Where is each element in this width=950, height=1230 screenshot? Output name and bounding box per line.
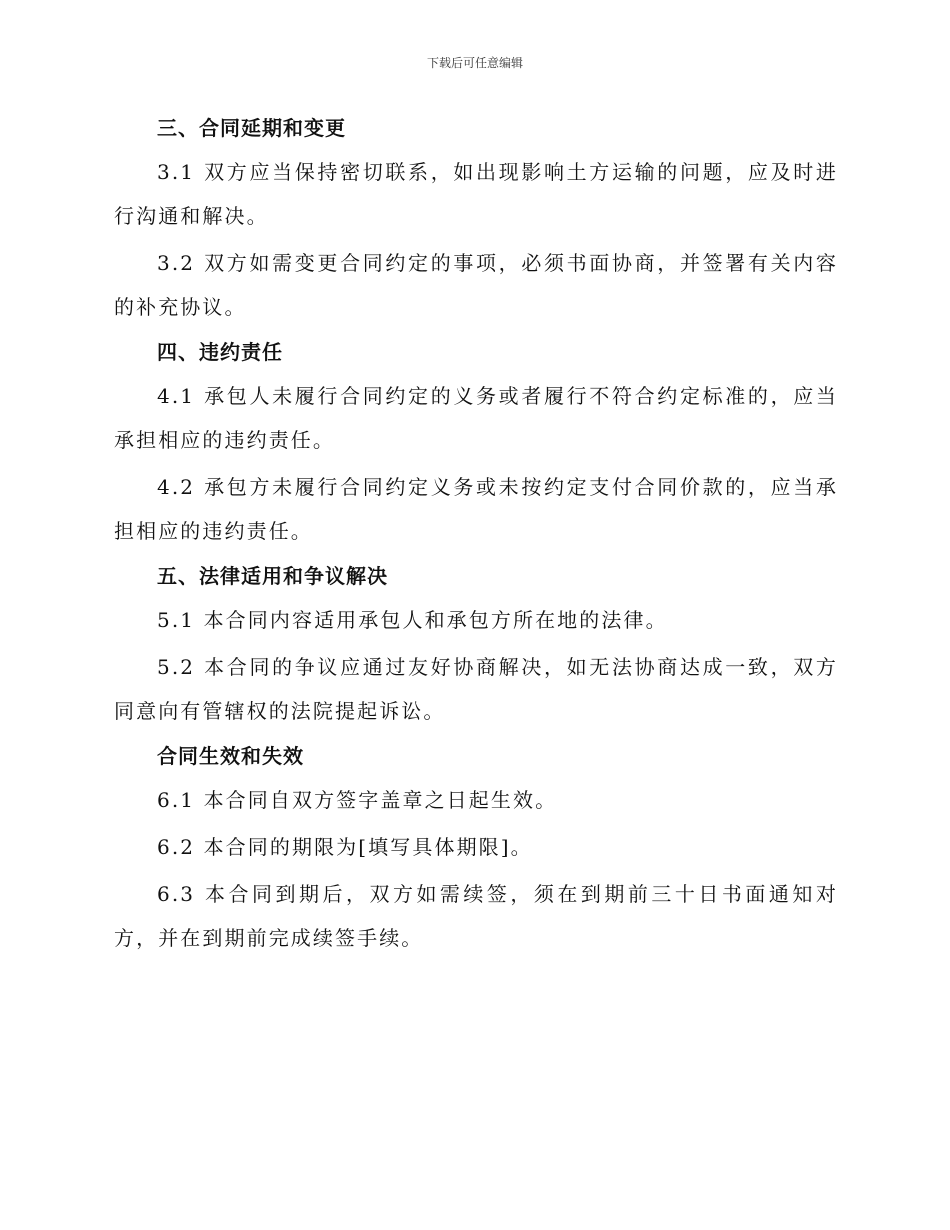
header-note: 下载后可任意编辑 (426, 56, 523, 70)
clause-6-3: 6.3 本合同到期后，双方如需续签，须在到期前三十日书面通知对方，并在到期前完成续签手续。 (114, 882, 838, 950)
clause-4-2: 4.2 承包方未履行合同约定义务或未按约定支付合同价款的，应当承担相应的违约责任。 (114, 475, 838, 543)
clause-6-2: 6.2 本合同的期限为[填写具体期限]。 (157, 835, 533, 859)
clause-5-1: 5.1 本合同内容适用承包人和承包方所在地的法律。 (157, 608, 668, 632)
clause-3-2: 3.2 双方如需变更合同约定的事项，必须书面协商，并签署有关内容的补充协议。 (114, 251, 838, 319)
section-heading: 合同生效和失效 (157, 744, 304, 768)
document-body (114, 108, 838, 960)
section-extension-and-change (114, 108, 838, 329)
section-effect-and-expiry (114, 736, 838, 960)
clause-3-1: 3.1 双方应当保持密切联系，如出现影响土方运输的问题，应及时进行沟通和解决。 (114, 160, 838, 228)
section-law-and-disputes (114, 556, 838, 733)
section-liability (114, 332, 838, 553)
clause-5-2: 5.2 本合同的争议应通过友好协商解决，如无法协商达成一致，双方同意向有管辖权的法院提起诉讼。 (114, 655, 838, 723)
section-heading: 四、违约责任 (157, 340, 283, 364)
section-heading: 三、合同延期和变更 (157, 116, 346, 140)
clause-6-1: 6.1 本合同自双方签字盖章之日起生效。 (157, 788, 558, 812)
clause-4-1: 4.1 承包人未履行合同约定的义务或者履行不符合约定标准的，应当承担相应的违约责任。 (114, 384, 838, 452)
section-heading: 五、法律适用和争议解决 (157, 564, 388, 588)
